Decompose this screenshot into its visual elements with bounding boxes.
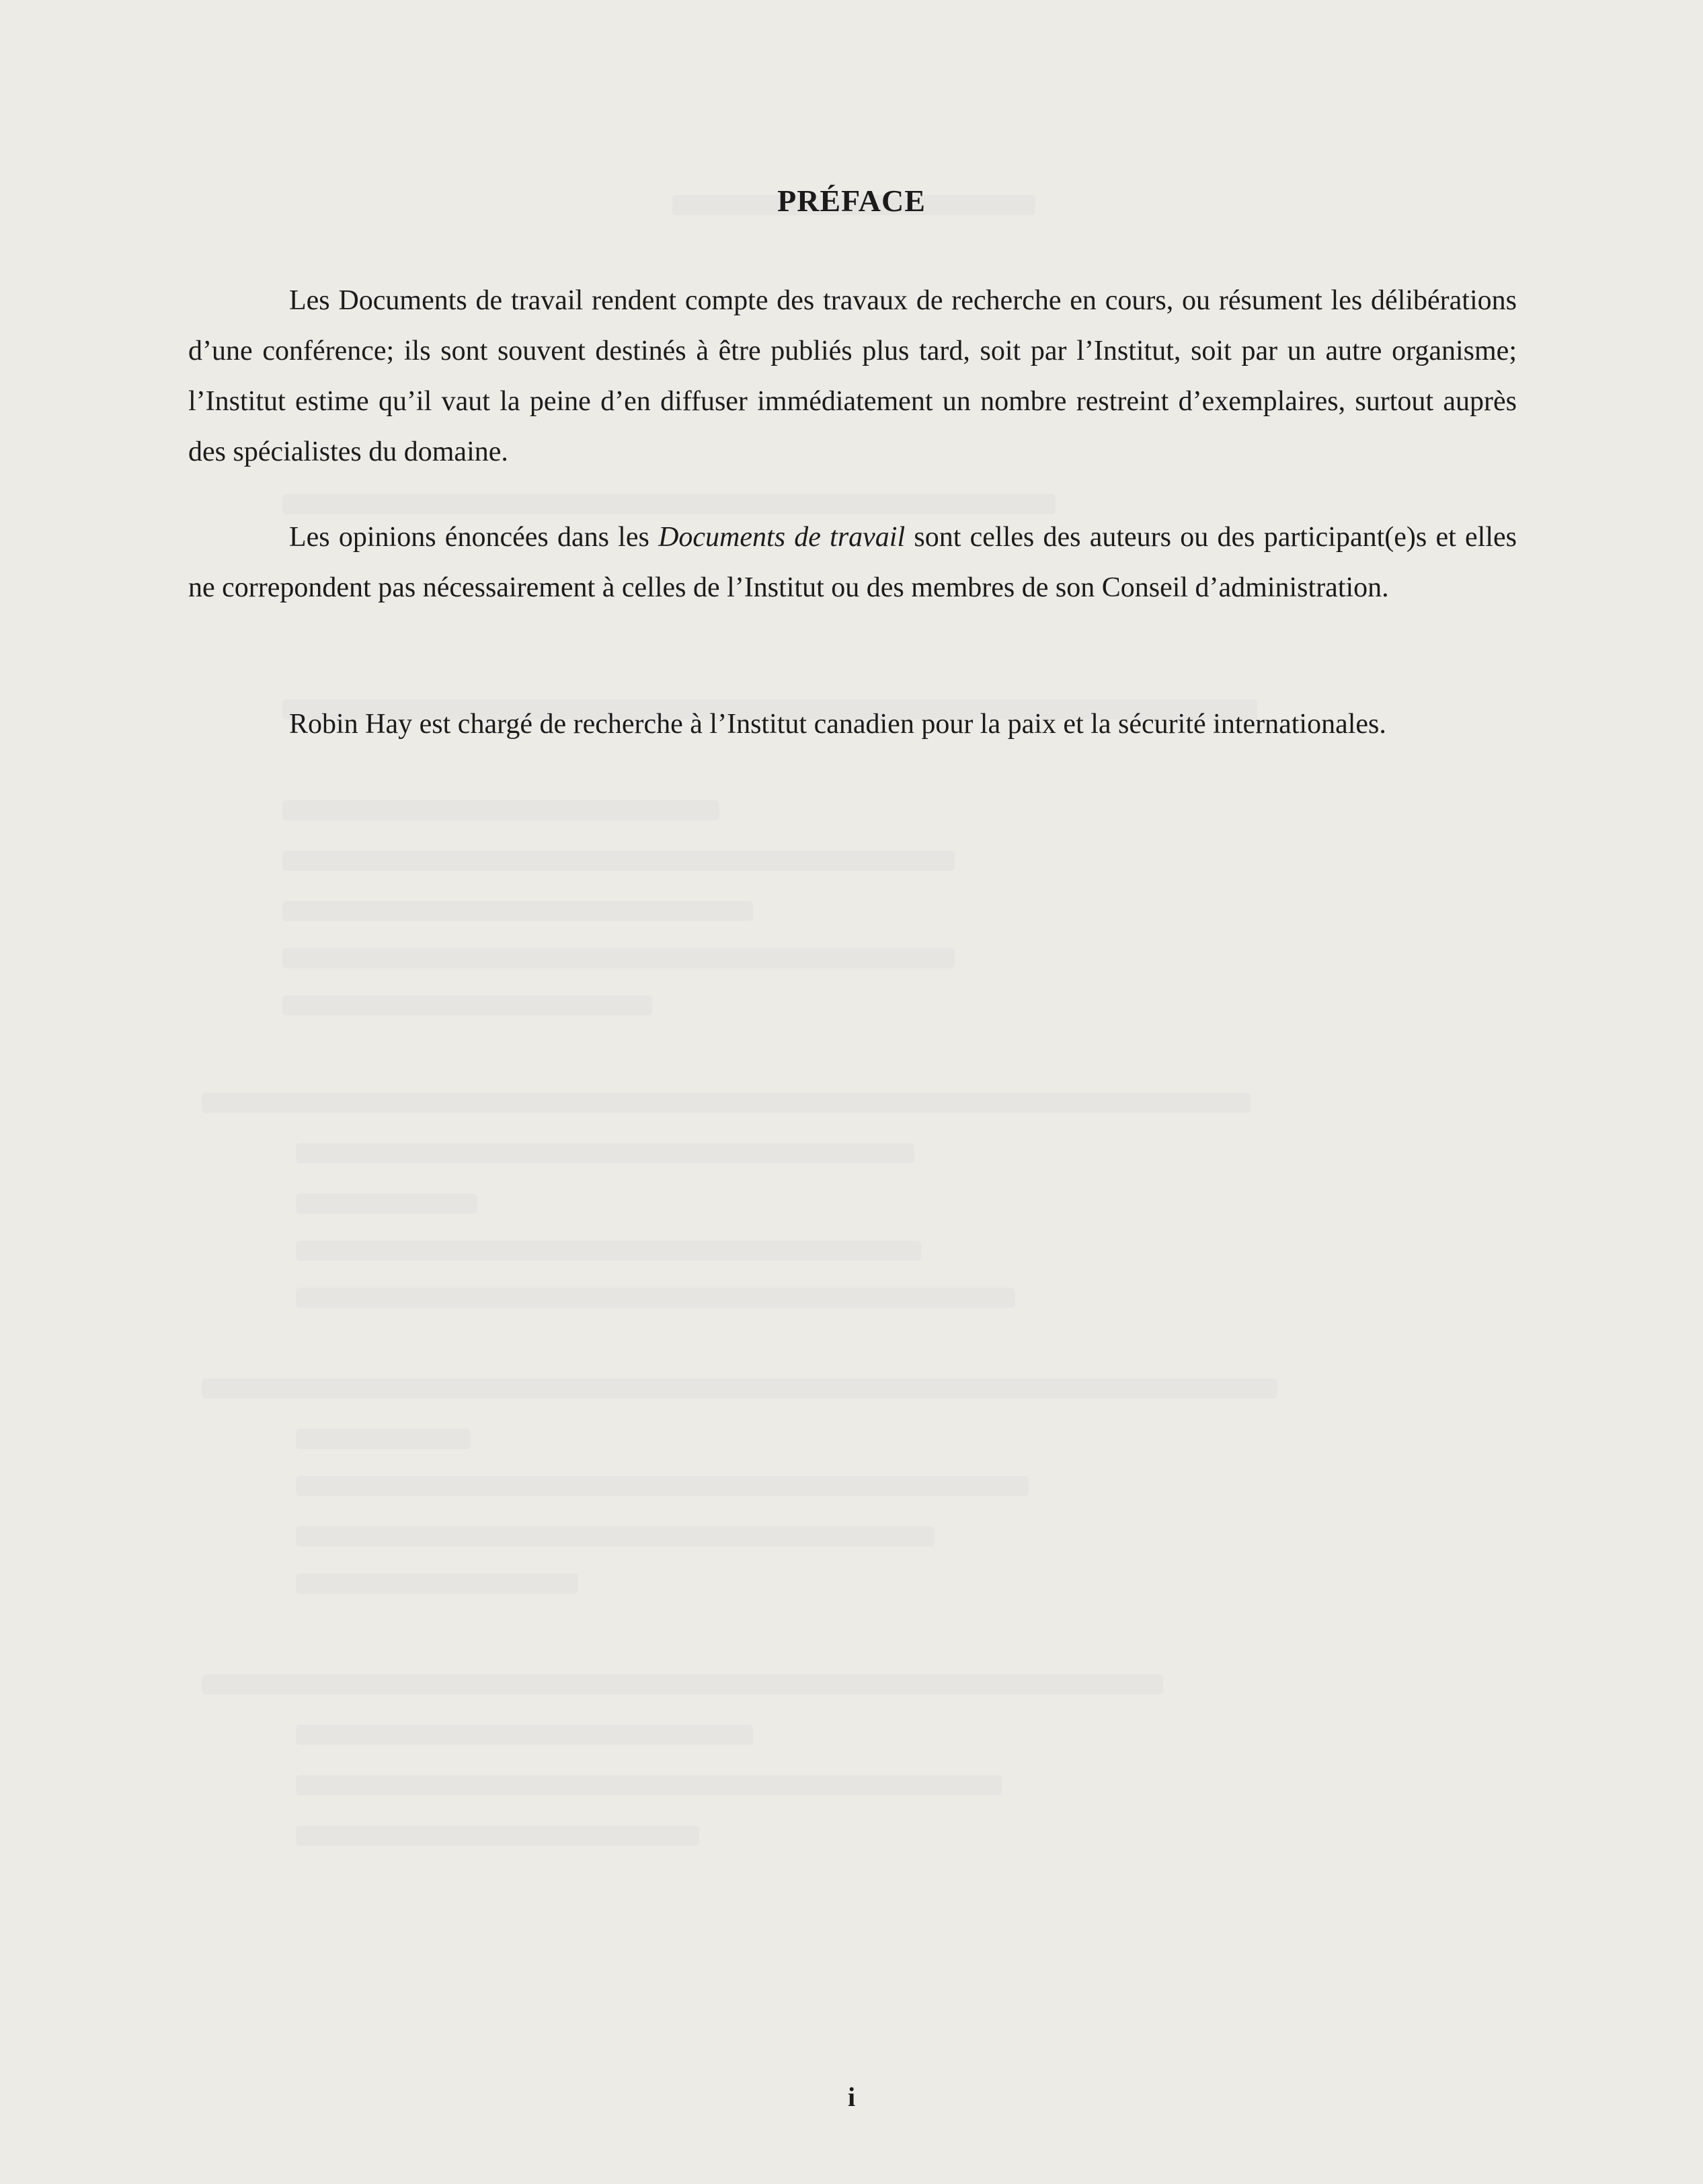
paragraph-opinions-start: Les opinions énoncées dans les bbox=[289, 522, 659, 553]
paragraph-opinions-italic-title: Documents de travail bbox=[658, 522, 906, 553]
paragraph-opinions-end: sont celles des auteurs ou des participant(e)s et elles ne correpondent pas nécessairement à celles de l’Institut ou des membres de son Conseil d’administration. bbox=[188, 522, 1517, 603]
page-title: PRÉFACE bbox=[777, 184, 926, 218]
page-number: i bbox=[847, 2082, 856, 2112]
paragraph-author: Robin Hay est chargé de recherche à l’Institut canadien pour la paix et la sécurité internationales. bbox=[289, 709, 1386, 740]
paragraph-working-papers: Les Documents de travail rendent compte des travaux de recherche en cours, ou résument les délibérations d’une conférence; ils sont souvent destinés à être publiés plus tard, soit par l’Institut, soit par un autre organisme; l’Institut estime qu’il vaut la peine d’en diffuser immédiatement un nombre restreint d’exemplaires, surtout auprès des spécialistes du domaine. bbox=[188, 285, 1517, 467]
paragraph-opinions bbox=[188, 512, 1517, 613]
